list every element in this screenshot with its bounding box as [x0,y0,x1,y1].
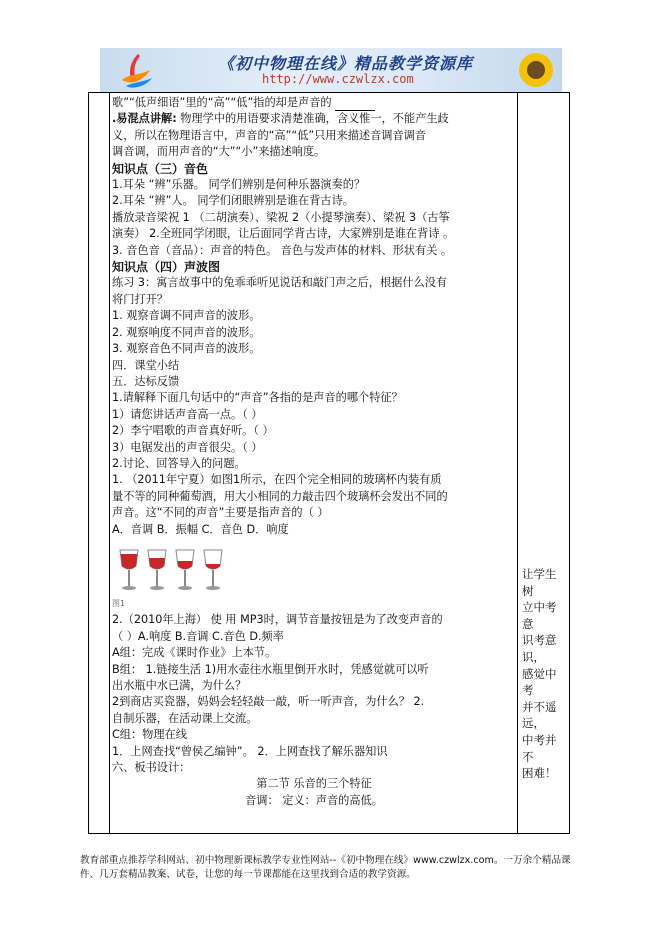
text-line: 自制乐器，在活动课上交流。 [112,711,258,725]
side-note [522,566,566,782]
table-column-divider [109,93,110,833]
side-note-line: 识考意识， [522,633,557,664]
section-heading: 知识点（三）音色 [112,161,209,176]
header-banner [100,48,562,93]
text-line: A组：完成《课时作业》上本节。 [112,646,277,660]
board-line: 音调： 定义：声音的高低。 [245,793,383,807]
figure-caption: 图1 [112,598,126,608]
page-footer [80,854,600,882]
wine-glass-icon [118,548,228,594]
banner-title: 《初中物理在线》精品教学资源库 [218,54,474,73]
text-line: 2.（2010年上海） 使 用 MP3时，调节音量按钮是为了改变声音的 [112,613,443,627]
text-line: 调音调，而用声音的“大”“小”来描述响度。 [112,145,326,159]
text-line: 3. 音色音（音品）：声音的特色。 音色与发声体的材料、形状有关 。 [112,243,453,257]
side-note-line: 让学生树 [522,567,557,598]
text-line: A．音调 B．振幅 C．音色 D．响度 [112,522,289,536]
text-line: 将门打开？ [112,292,168,306]
text-line: 2到商店买瓷器，妈妈会轻轻敲一敲，听一听声音，为什么？ 2. [112,695,425,709]
section-heading: 知识点（四）声波图 [112,260,221,275]
text-line: 1. （2011年宁夏）如图1所示，在四个完全相同的玻璃杯内装有质 [112,473,442,487]
text-line: 1. 观察音调不同声音的波形。 [112,309,261,323]
side-note-line: 感觉中考 [522,666,557,698]
text-line: 义，所以在物理语言中，声音的“高”“低”只用来描述音调音调音 [112,128,427,142]
text-line: 四．课堂小结 [112,358,180,372]
side-note-line: 立中考意 [522,600,557,631]
text-line: 五．达标反馈 [112,374,180,388]
board-title: 第二节 乐音的三个特征 [256,777,372,791]
text-line: 六、板书设计： [112,761,191,775]
text-line: 出水瓶中水已满，为什么？ [112,679,247,692]
text-line: 量不等的同种葡萄酒，用大小相同的力敲击四个玻璃杯会发出不同的 [112,489,448,503]
wine-glasses-figure [118,548,516,594]
side-note-line: 困难！ [522,766,557,781]
text-line: 2.耳朵 “辨”人。 同学们闭眼辨别是谁在背古诗。 [112,194,354,208]
text-line: 2）李宁唱歌的声音真好听。（ ） [112,424,274,438]
text-line: 2. 观察响度不同声音的波形。 [112,325,261,339]
text-line: 播放录音梁祝 1 （二胡演奏）、梁祝 2（小提琴演奏）、梁祝 3（古筝 [112,210,450,224]
lesson-content [112,95,516,809]
text-line: .易混点讲解: 物理学中的用语要求清楚准确，含义惟一，不能产生歧 [112,112,449,126]
text-line: （ ）A.响度 B.音调 C.音色 D.频率 [112,629,284,643]
site-logo [116,52,156,90]
text-line: B组： 1.链接生活 1)用水壶往水瓶里倒开水时，凭感觉就可以听 [112,662,429,676]
side-note-line: 并不遥远， [522,699,557,731]
footer-line: 件、几万套精品教案、试卷，让您的每一节课都能在这里找到合适的教学资源。 [80,869,416,880]
text-line: 1）请您讲话声音高一点。（ ） [112,407,263,421]
text-line: 演奏） 2.全班同学闭眼，让后面同学背古诗，大家辨别是谁在背诗 。 [112,227,455,241]
text-line: 歌”“低声细语”里的“高”“低”指的却是声音的 [112,95,516,111]
sunflower-icon [516,50,556,90]
text-line: C组：物理在线 [112,728,187,742]
text-line: 3）电锯发出的声音很尖。（ ） [112,440,263,454]
table-column-divider [517,93,518,833]
text-line: 2.讨论、回答导入的问题。 [112,456,246,470]
text-line: 练习 3：寓言故事中的兔乖乖听见说话和敲门声之后，根据什么没有 [112,276,448,290]
banner-url[interactable]: http://www.czwlzx.com [262,72,414,86]
text-line: 1.耳朵 “辨”乐器。 同学们辨别是何种乐器演奏的？ [112,178,366,192]
text-line: 1．上网查找“曾侯乙编钟”。 2．上网查找了解乐器知识 [112,744,388,758]
text-line: 1.请解释下面几句话中的“声音”各指的是声音的哪个特征？ [112,391,403,405]
side-note-line: 中考并不 [522,732,557,764]
text-line: 声音。这“不同的声音”主要是指声音的（ ） [112,506,329,520]
footer-line: 教育部重点推荐学科网站、初中物理新课标教学专业性网站--《初中物理在线》www.czwlzx.com。一万余个精品课 [80,855,571,866]
text-line: 3. 观察音色不同声音的波形。 [112,342,261,356]
